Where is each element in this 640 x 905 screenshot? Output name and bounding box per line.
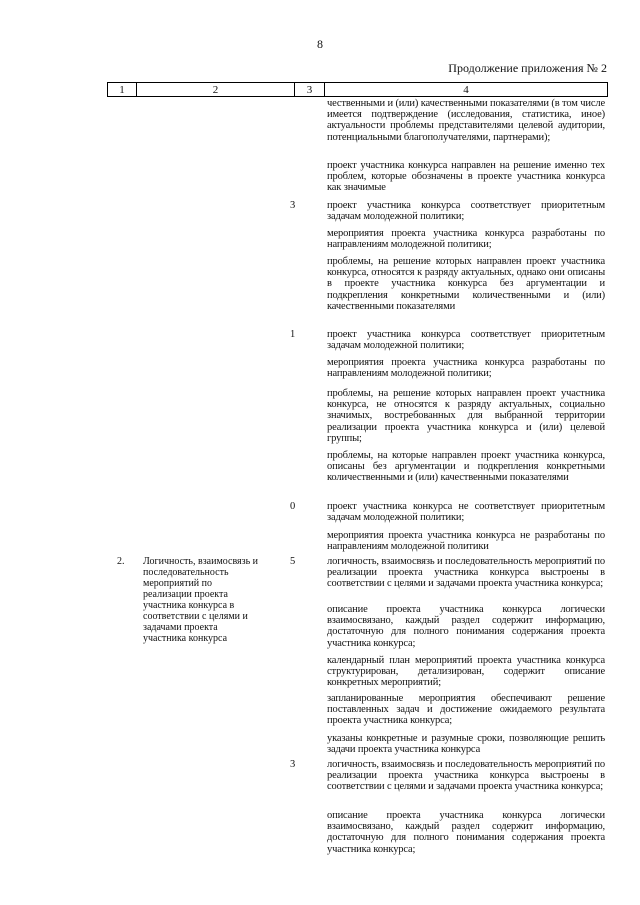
column-header-4: 4 bbox=[463, 83, 469, 96]
column-header-2: 2 bbox=[137, 83, 295, 96]
column-header-1: 1 bbox=[108, 83, 137, 96]
criteria-paragraph: проект участника конкурса соответствует приоритетным задачам молодежной политики; bbox=[327, 200, 605, 223]
criteria-paragraph: проблемы, на решение которых направлен проект участника конкурса, не относятся к разряду актуальных, социально значимых, востребованных для выбранной территории реализации проекта участника конкурса и (или) целевой группы; bbox=[327, 388, 605, 444]
criteria-paragraph: мероприятия проекта участника конкурса разработаны по направлениям молодежной политики; bbox=[327, 228, 605, 251]
criteria-paragraph: проект участника конкурса направлен на решение именно тех проблем, которые обозначены в проекте участника конкурса как значимые bbox=[327, 160, 605, 194]
criteria-paragraph: логичность, взаимосвязь и последовательность мероприятий по реализации проекта участника конкурса выстроены в соответствии с целями и задачами проекта участника конкурса; bbox=[327, 759, 605, 793]
score-value: 3 bbox=[290, 759, 296, 770]
score-value: 0 bbox=[290, 501, 296, 512]
score-value: 1 bbox=[290, 329, 296, 340]
criteria-paragraph: описание проекта участника конкурса логически взаимосвязано, каждый раздел содержит информацию, достаточную для полного понимания содержания проекта участника конкурса; bbox=[327, 810, 605, 855]
criteria-paragraph: проблемы, на решение которых направлен проект участника конкурса, относятся к разряду актуальных, однако они описаны в проекте участника конкурса без аргументации и подкрепления конкретными количественными и (или) качественными показателями bbox=[327, 256, 605, 312]
criteria-paragraph: запланированные мероприятия обеспечивают решение поставленных задач и достижение ожидаемого результата проекта участника конкурса; bbox=[327, 693, 605, 727]
page-number: 8 bbox=[317, 37, 323, 51]
criterion-number: 2. bbox=[117, 556, 125, 567]
criteria-paragraph: мероприятия проекта участника конкурса разработаны по направлениям молодежной политики; bbox=[327, 357, 605, 380]
appendix-note: Продолжение приложения № 2 bbox=[448, 61, 607, 75]
score-value: 5 bbox=[290, 556, 296, 567]
criteria-paragraph: логичность, взаимосвязь и последовательность мероприятий по реализации проекта участника конкурса выстроены в соответствии с целями и задачами проекта участника конкурса; bbox=[327, 556, 605, 590]
criterion-name: Логичность, взаимосвязь и последовательность мероприятий по реализации проекта участника конкурса в соответствии с целями и задачами проекта участника конкурса bbox=[143, 556, 259, 644]
criteria-paragraph: описание проекта участника конкурса логически взаимосвязано, каждый раздел содержит информацию, достаточную для полного понимания содержания проекта участника конкурса; bbox=[327, 604, 605, 649]
criteria-paragraph: чественными и (или) качественными показателями (в том числе имеется подтверждение (исследования, статистика, иное) актуальности проблемы представителями целевой аудитории, потенциальными благополучателями, партнерами); bbox=[327, 98, 605, 143]
criteria-paragraph: указаны конкретные и разумные сроки, позволяющие решить задачи проекта участника конкурса bbox=[327, 733, 605, 756]
criteria-paragraph: проект участника конкурса не соответствует приоритетным задачам молодежной политики; bbox=[327, 501, 605, 524]
criteria-paragraph: проект участника конкурса соответствует приоритетным задачам молодежной политики; bbox=[327, 329, 605, 352]
criteria-paragraph: календарный план мероприятий проекта участника конкурса структурирован, детализирован, содержит описание конкретных мероприятий; bbox=[327, 655, 605, 689]
criteria-paragraph: мероприятия проекта участника конкурса не разработаны по направлениям молодежной политики bbox=[327, 530, 605, 553]
table-header-row bbox=[107, 82, 608, 97]
score-value: 3 bbox=[290, 200, 296, 211]
criteria-paragraph: проблемы, на которые направлен проект участника конкурса, описаны без аргументации и подкрепления конкретными количественными и (или) качественными показателями bbox=[327, 450, 605, 484]
column-header-3: 3 bbox=[295, 83, 325, 96]
